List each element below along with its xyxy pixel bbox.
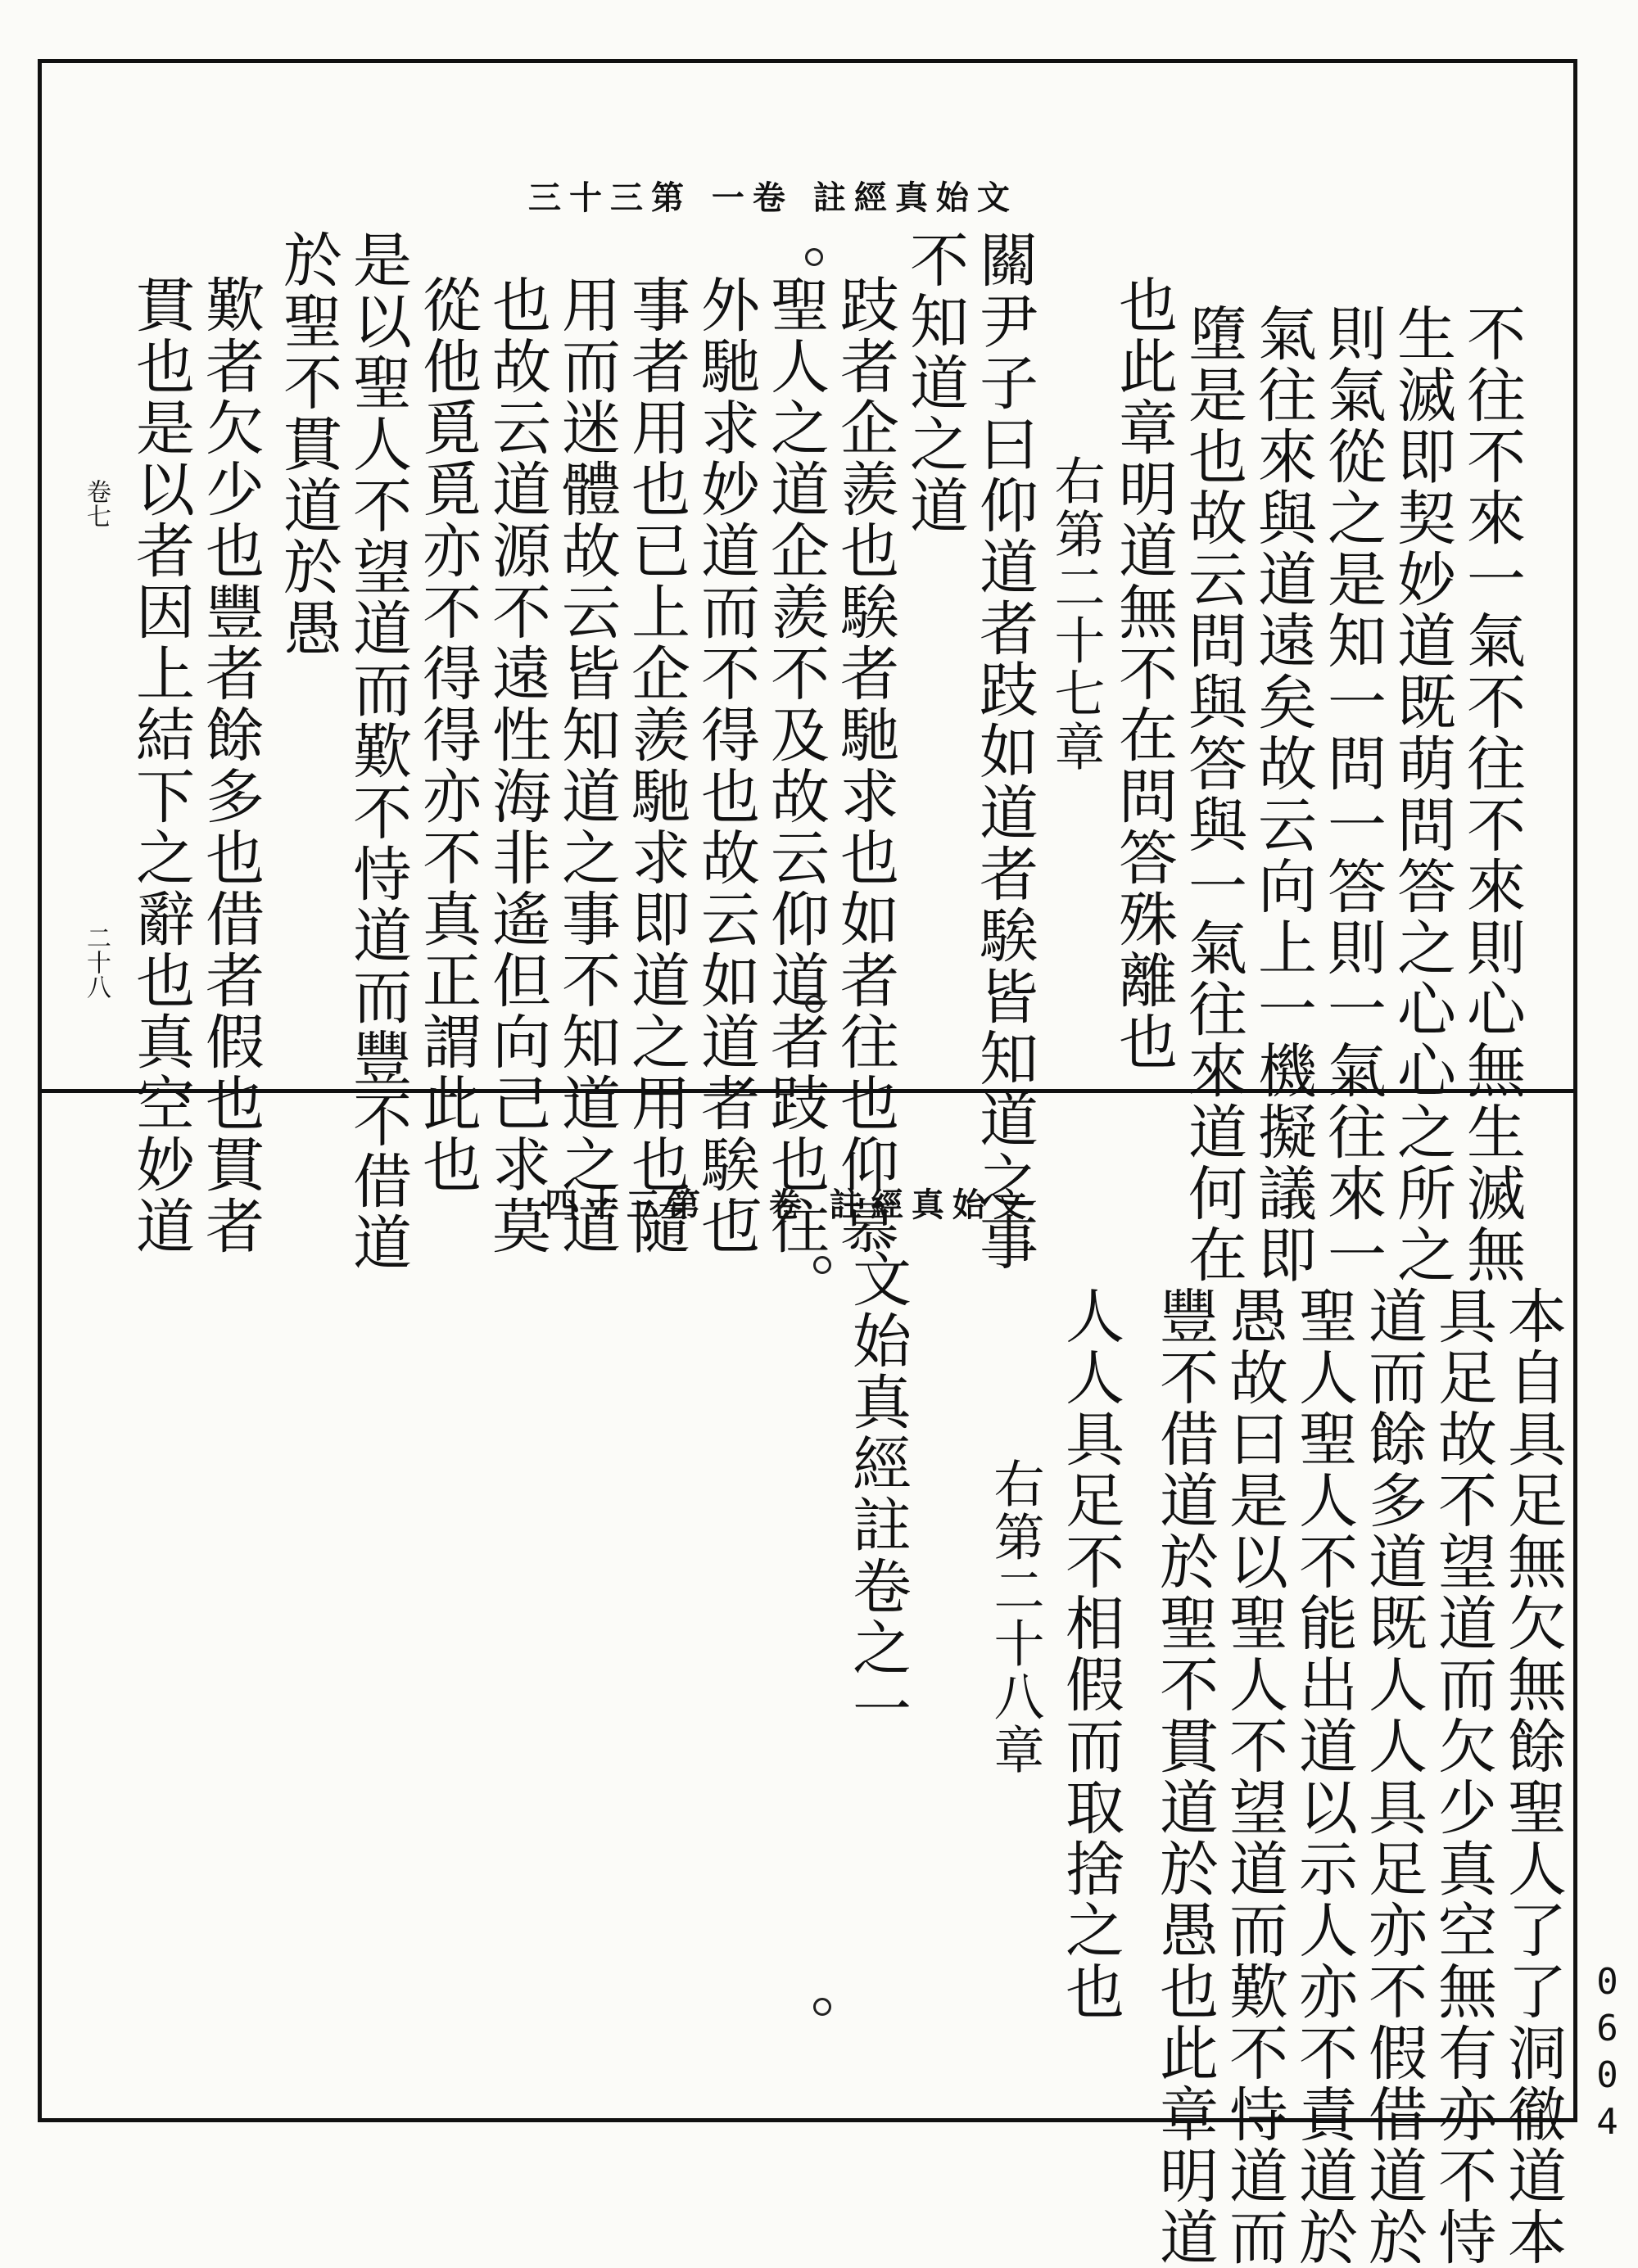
bottom-column-3: 道而餘多道既人人具足亦不假借道於 xyxy=(1359,1285,1428,2268)
top-column-14: 用而迷體故云皆知道之事不知道之道 xyxy=(552,274,621,1257)
top-column-16: 從他覓覓亦不得得亦不真正謂此也 xyxy=(413,274,482,1195)
bottom-column-6: 豐不借道於聖不貫道於愚也此章明道 xyxy=(1150,1285,1219,2268)
bottom-page-header: 文始真經註 卷一 第三十四 xyxy=(545,1186,1034,1224)
bottom-column-4: 聖人聖人不能出道以示人亦不責道於 xyxy=(1289,1285,1358,2268)
top-margin-number: 二十八 xyxy=(82,925,111,999)
bottom-column-1: 本自具足無欠無餘聖人了了洞徹道本 xyxy=(1498,1285,1567,2268)
top-column-5: 墮是也故云問與答與一氣往來道何在 xyxy=(1179,303,1247,1285)
bottom-circle-marker xyxy=(813,1256,831,1274)
top-column-12: 外馳求妙道而不得也故云如道者騃也 xyxy=(691,274,760,1257)
top-column-4: 氣往來與道遠矣故云向上一機擬議即 xyxy=(1248,303,1317,1285)
top-column-2: 生滅即契妙道既萌問答之心心之所之 xyxy=(1387,303,1456,1285)
top-margin-label: 卷七 xyxy=(82,479,111,528)
top-column-8: 關尹子曰仰道者跂如道者騃皆知道之事 xyxy=(970,229,1038,1273)
top-column-1: 不往不來一氣不往不來則心無生滅無 xyxy=(1457,303,1526,1285)
top-column-9: 不知道之道 xyxy=(900,229,969,536)
top-column-15: 也故云道源不遠性海非遙但向己求莫 xyxy=(482,274,551,1257)
top-circle-marker xyxy=(805,995,823,1013)
bottom-column-5: 愚故曰是以聖人不望道而歎不恃道而 xyxy=(1219,1285,1288,2268)
top-column-11: 聖人之道企羨不及故云仰道者跂也往 xyxy=(761,274,830,1257)
top-column-13: 事者用也已上企羨馳求即道之用也隨 xyxy=(622,274,690,1257)
top-column-19: 歎者欠少也豐者餘多也借者假也貫者 xyxy=(196,274,265,1257)
bottom-chapter-heading: 右第二十八章 xyxy=(985,1457,1045,1777)
bottom-column-2: 具足故不望道而欠少真空無有亦不恃 xyxy=(1428,1285,1497,2268)
top-chapter-heading: 右第二十七章 xyxy=(1046,454,1106,774)
bottom-juan-end-title: 文始真經註卷之一 xyxy=(843,1249,912,1740)
top-page-header: 文始真經註 卷一 第三十三 xyxy=(528,178,1018,217)
top-column-18: 於聖不貫道於愚 xyxy=(274,229,342,659)
top-column-10: 跂者企羨也騃者馳求也如者往也仰慕 xyxy=(830,274,899,1257)
bottom-circle-marker xyxy=(813,1998,831,2016)
top-circle-marker xyxy=(805,248,823,266)
top-column-3: 則氣從之是知一問一答則一氣往來一 xyxy=(1318,303,1387,1285)
top-column-6: 也此章明道無不在問答殊離也 xyxy=(1109,274,1178,1073)
bottom-column-7: 人人具足不相假而取捨之也 xyxy=(1056,1285,1124,2022)
top-column-20: 貫也是以者因上結下之辭也真空妙道 xyxy=(126,274,195,1257)
top-column-17: 是以聖人不望道而歎不恃道而豐不借道 xyxy=(343,229,412,1273)
page-number: 0604 xyxy=(1586,1961,1628,2148)
